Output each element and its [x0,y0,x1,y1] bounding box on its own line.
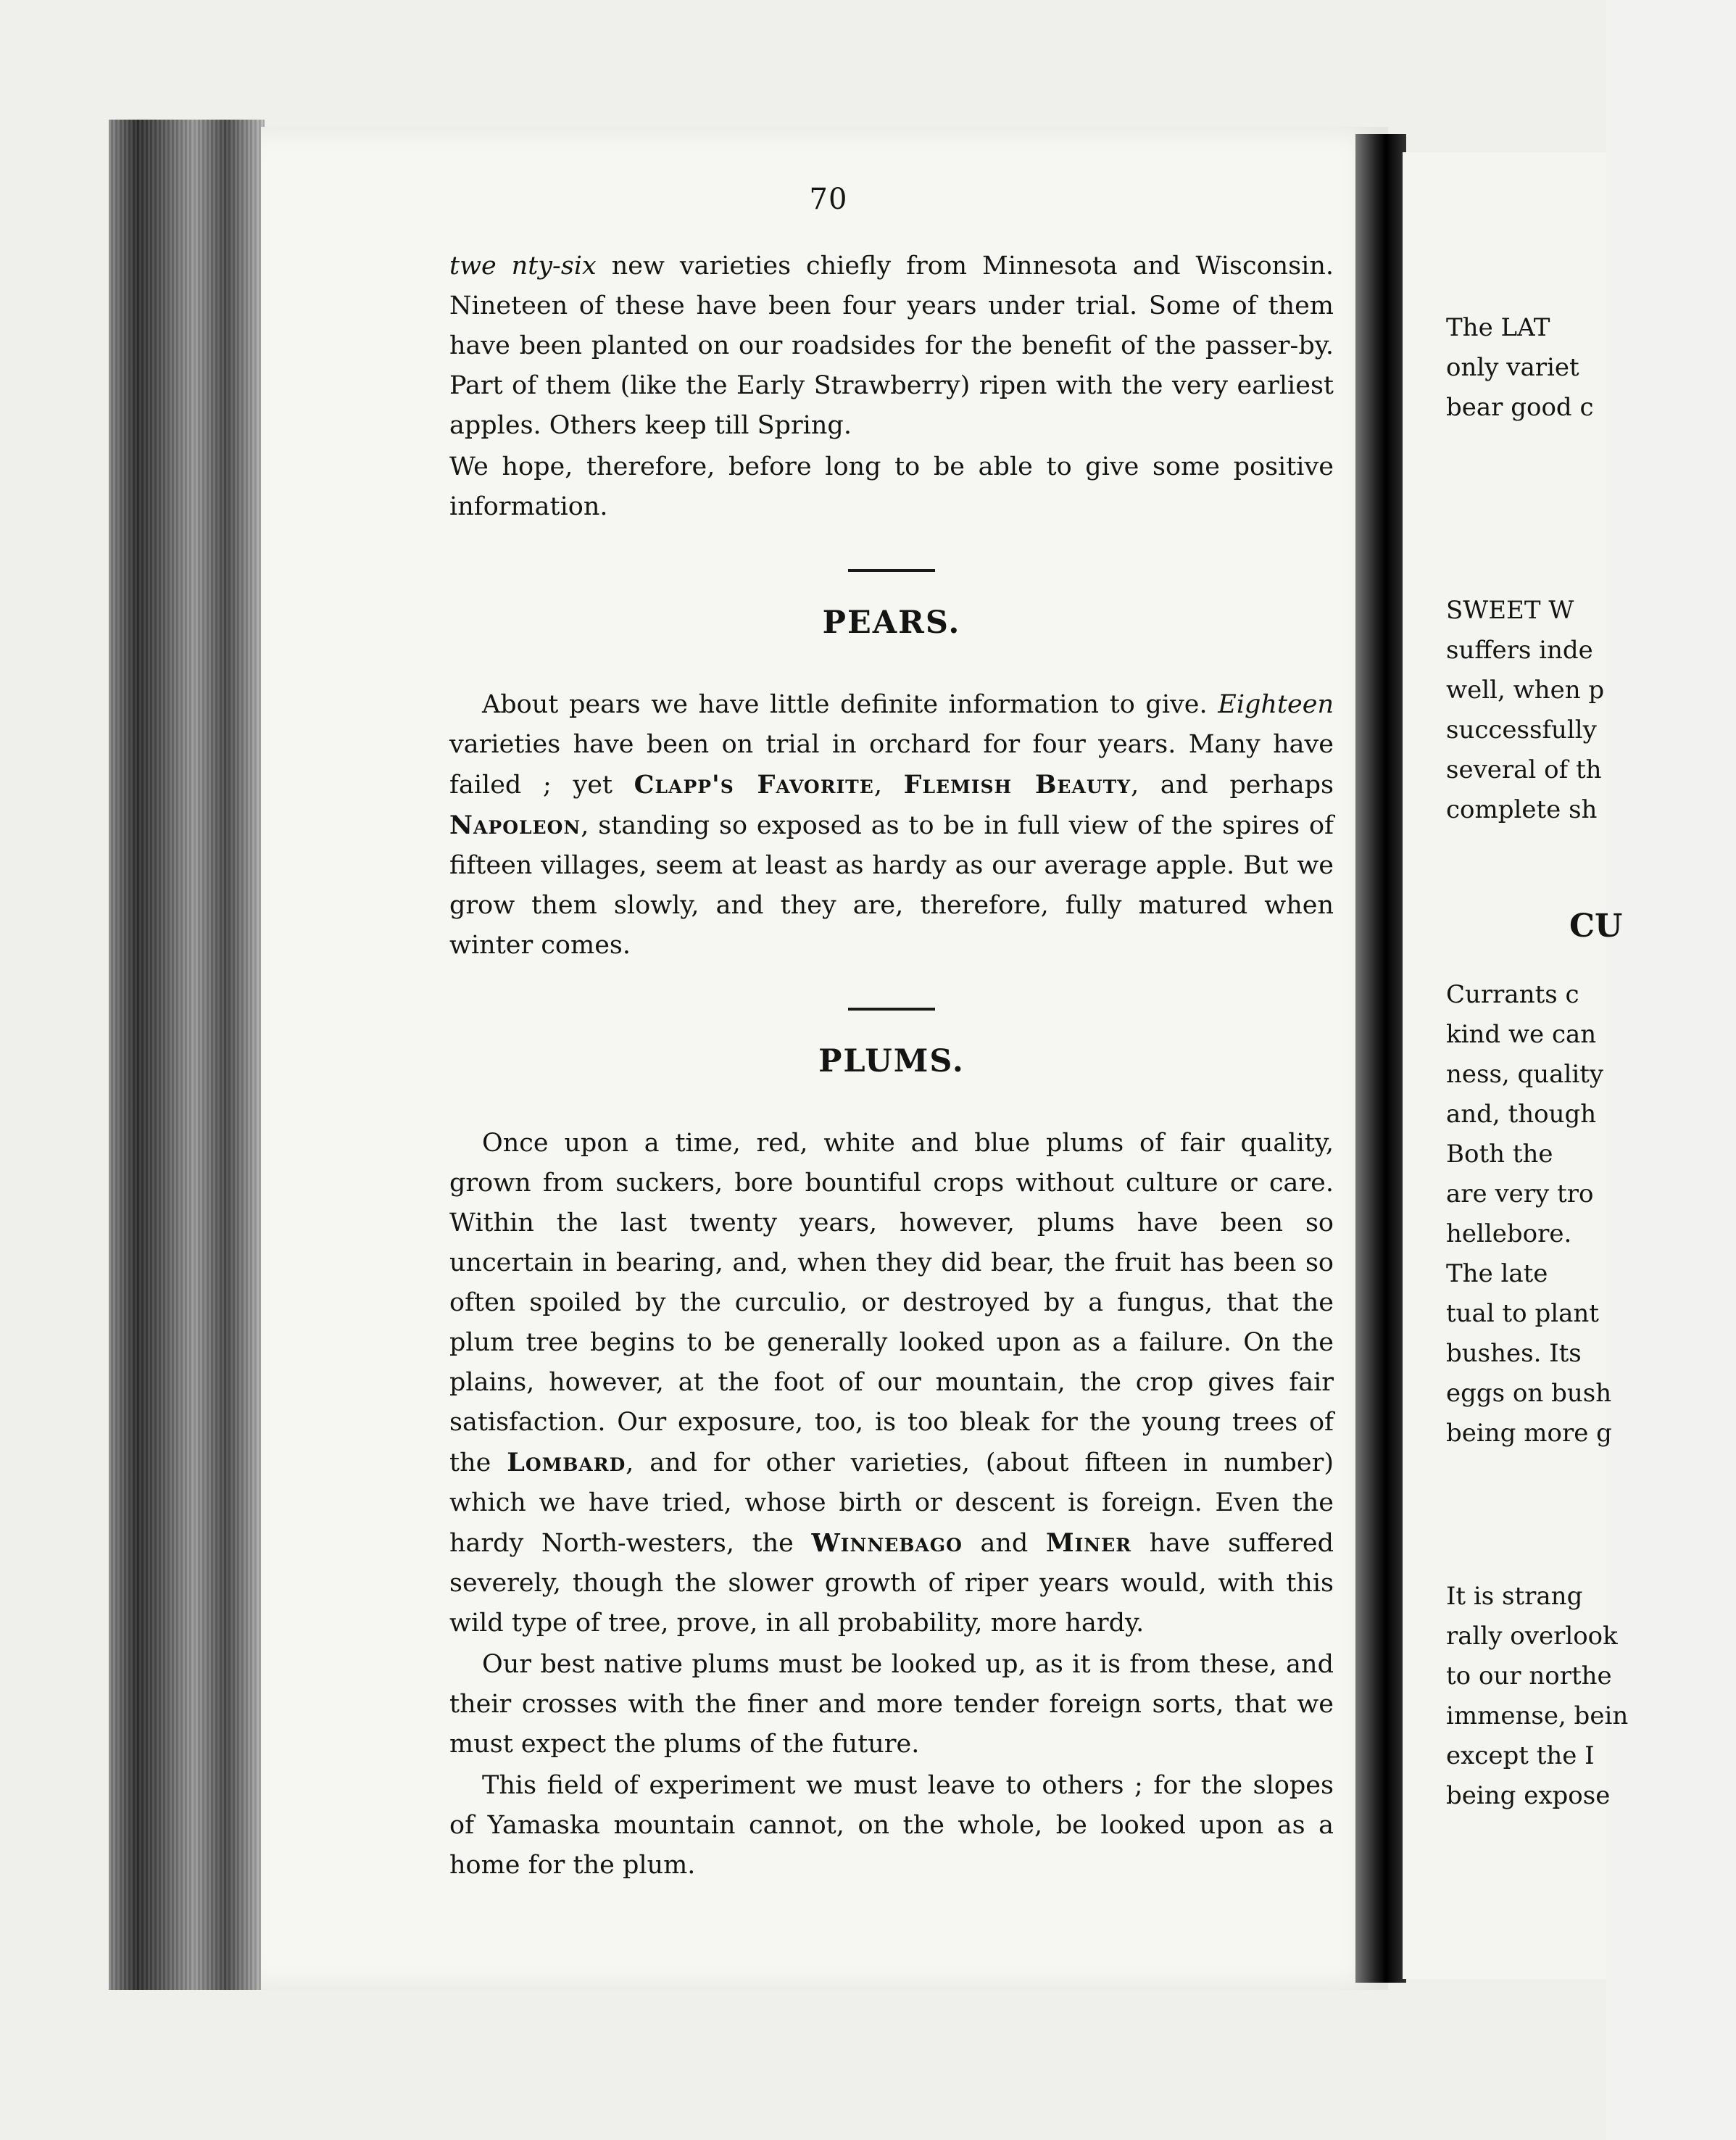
right-line: It is strang [1446,1582,1583,1611]
right-line: to our northe [1446,1662,1612,1691]
pears-text: varieties have been on trial in orchard for four years. Many have failed ; yet [449,730,1334,800]
variety-name: Napoleon [449,810,581,840]
variety-name: Winnebago [811,1528,963,1558]
plums-paragraph-3: This field of experiment we must leave to others ; for the slopes of Yamaska mountain cannot, on the whole, be looked upon as a home for the plum. [449,1771,1334,1880]
right-line: successfully [1446,716,1597,745]
plums-heading: PLUMS. [818,1043,965,1079]
right-line: The late [1446,1259,1548,1288]
intro-word-italic: twe nty-six [449,252,597,281]
right-line: well, when p [1446,676,1605,705]
page-number: 70 [809,183,848,216]
plums-text: and [962,1529,1046,1558]
variety-name: Lombard [507,1448,626,1477]
intro-paragraph-2: We hope, therefore, before long to be able to give some positive information. [449,452,1334,521]
section-divider [848,569,935,572]
right-line: rally overlook [1446,1622,1618,1651]
right-line: and, though [1446,1100,1597,1129]
book-gutter [1355,134,1406,1983]
plums-paragraph-2: Our best native plums must be looked up, as it is from these, and their crosses with the finer and more tender foreign sorts, that we must expect the plums of the future. [449,1650,1334,1759]
right-line: tual to plant [1446,1299,1599,1328]
pears-text: , standing so exposed as to be in full view of the spires of fifteen villages, seem at least as hardy as our average apple. But we grow them slowly, and they are, therefore, fully matured when winter comes. [449,811,1334,960]
plums-text: have suffered severely, though the slower growth of riper years would, with this wild type of tree, prove, in all probability, more hardy. [449,1529,1334,1638]
pears-text: About pears we have little definite information to give. [482,690,1218,719]
plums-paragraph [449,1124,1334,1643]
pears-text: , and perhaps [1131,771,1334,800]
pears-paragraph [449,685,1334,966]
right-line: bear good c [1446,393,1594,422]
right-line: ness, quality [1446,1060,1604,1089]
page-edge-texture [109,120,265,1990]
plums-text: Once upon a time, red, white and blue plums of fair quality, grown from suckers, bore bountiful crops without culture or care. Within the last twenty years, however, plums have been so uncertain in bearing, and, when they did bear, the fruit has been so often spoiled by the curculio, or destroyed by a fungus, that the plum tree begins to be generally looked upon as a failure. On the plains, however, at the foot of our mountain, the crop gives fair satisfaction. Our exposure, too, is too bleak for the young trees of the [449,1129,1334,1477]
pears-text: , [873,771,904,800]
right-line: eggs on bush [1446,1379,1612,1408]
right-line: SWEET W [1446,596,1574,625]
right-line: are very tro [1446,1179,1594,1208]
right-line: immense, bein [1446,1701,1629,1730]
right-line: suffers inde [1446,636,1593,665]
variety-name: Flemish Beauty [903,770,1131,800]
right-line: being more g [1446,1419,1612,1448]
plums-text: , and for other varieties, (about fifteen in number) which we have tried, whose birth or descent is foreign. Even the hardy North-westers, the [449,1448,1334,1558]
pears-italic: Eighteen [1218,690,1334,719]
right-line: Currants c [1446,980,1579,1009]
section-divider [848,1008,935,1011]
main-text [449,246,1334,1886]
right-line: complete sh [1446,795,1598,824]
right-line: being expose [1446,1781,1611,1810]
right-heading: CU [1569,908,1623,945]
pears-heading: PEARS. [822,605,961,641]
right-line: several of th [1446,755,1602,784]
variety-name: Clapp's Favorite [634,770,874,800]
right-line: bushes. Its [1446,1339,1582,1368]
intro-text: new varieties chiefly from Minnesota and Wisconsin. Nineteen of these have been four years under trial. Some of them have been planted on our roadsides for the benefit of the passer-by. Part of them (like the Early Strawberry) ripen with the very earliest apples. Others keep till Spring. [449,252,1334,440]
right-page [1403,152,1629,1979]
right-line: Both the [1446,1140,1553,1169]
variety-name: Miner [1045,1528,1131,1558]
intro-paragraph [449,246,1334,446]
right-line: The LAT [1446,313,1550,342]
right-line: only variet [1446,353,1579,382]
right-line: hellebore. [1446,1219,1572,1248]
right-line: kind we can [1446,1020,1597,1049]
right-line: except the I [1446,1741,1595,1770]
